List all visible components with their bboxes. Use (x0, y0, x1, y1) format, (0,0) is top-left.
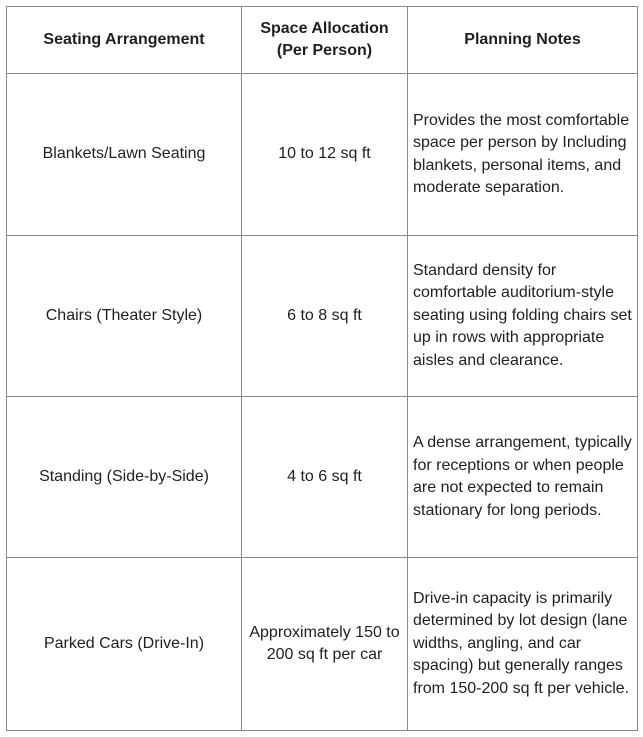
header-seating-arrangement: Seating Arrangement (7, 7, 242, 74)
cell-arrangement: Parked Cars (Drive-In) (7, 558, 242, 731)
table-row (7, 397, 638, 558)
cell-arrangement: Blankets/Lawn Seating (7, 74, 242, 236)
table-row (7, 74, 638, 236)
cell-notes: A dense arrangement, typically for receptions or when people are not expected to remain stationary for long periods. (408, 397, 638, 558)
seating-space-table (6, 6, 638, 731)
cell-space: Approximately 150 to 200 sq ft per car (242, 558, 408, 731)
table-header-row (7, 7, 638, 74)
table-row (7, 558, 638, 731)
cell-space: 10 to 12 sq ft (242, 74, 408, 236)
header-planning-notes: Planning Notes (408, 7, 638, 74)
cell-space: 4 to 6 sq ft (242, 397, 408, 558)
cell-arrangement: Chairs (Theater Style) (7, 236, 242, 397)
cell-notes: Drive-in capacity is primarily determined by lot design (lane widths, angling, and car spacing) but generally ranges from 150-200 sq ft per vehicle. (408, 558, 638, 731)
cell-notes: Standard density for comfortable auditorium-style seating using folding chairs set up in rows with appropriate aisles and clearance. (408, 236, 638, 397)
cell-space: 6 to 8 sq ft (242, 236, 408, 397)
cell-notes: Provides the most comfortable space per person by Including blankets, personal items, and moderate separation. (408, 74, 638, 236)
table-row (7, 236, 638, 397)
seating-table-container (6, 6, 638, 731)
cell-arrangement: Standing (Side-by-Side) (7, 397, 242, 558)
header-space-allocation: Space Allocation (Per Person) (242, 7, 408, 74)
